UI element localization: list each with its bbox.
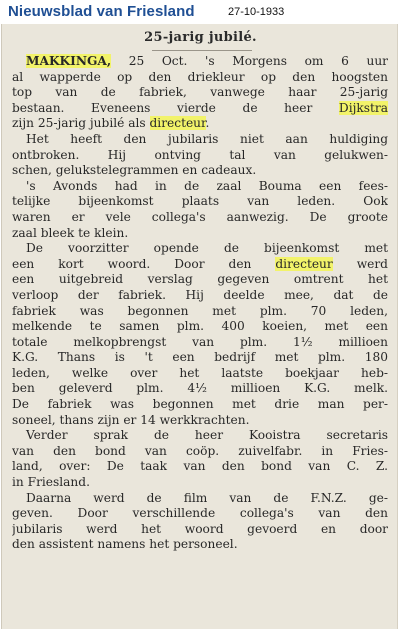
line-text: schen, gelukstelegrammen en cadeaux. [12,163,257,178]
newspaper-name: Nieuwsblad van Friesland [8,3,195,20]
highlighted-term: directeur [275,256,333,271]
line-text: waren er vele collega's aanwezig. De groote [12,209,388,224]
article-line [12,288,388,304]
line-text: leden, welke over het laatste boekjaar heb- [12,365,388,380]
line-text: van den bond van coöp. zuivelfabr. in Fries- [12,443,388,458]
article-line [12,210,388,226]
article-line [12,537,388,553]
article-line [12,70,388,86]
line-text: melkende te samen plm. 400 koeien, met een [12,319,388,334]
article-line [12,491,388,507]
line-text: Verder sprak de heer Kooistra secretaris [26,428,388,443]
article-line [12,179,388,195]
line-text: verloop der fabriek. Hij deelde mee, dat de [12,287,388,302]
line-text: K.G. Thans is 't een bedrijf met plm. 180 [12,350,388,365]
line-text: geven. Door verschillende collega's van den [12,506,388,521]
article-line [12,506,388,522]
line-text: een uitgebreid verslag gegeven omtrent het [12,272,388,287]
line-text: top van de fabriek, vanwege haar 25-jarig [12,85,388,100]
article-line [12,459,388,475]
line-text: De voorzitter opende de bijeenkomst met [26,241,388,256]
line-text: Het heeft den jubilaris niet aan huldiging [26,131,388,146]
line-text: Daarna werd de film van de F.N.Z. ge- [26,490,388,505]
line-text: ontbroken. Hij ontving tal van gelukwen- [12,147,388,162]
line-text: . [205,116,210,131]
clipping-header [0,0,400,24]
line-text: telijke bijeenkomst plaats van leden. Ook [12,194,388,209]
article-line [12,397,388,413]
article-line [12,85,388,101]
article-line [12,272,388,288]
line-text: land, over: De taak van den bond van C. Z. [12,459,388,474]
article-line [12,257,388,273]
line-text: al wapperde op den driekleur op den hoogsten [12,69,388,84]
article-line [12,413,388,429]
line-text: den assistent namens het personeel. [12,537,238,552]
line-text: zijn 25-jarig jubilé als [12,116,150,131]
line-text: in Friesland. [12,475,90,490]
highlighted-term: MAKKINGA, [26,54,112,68]
title-divider [152,50,252,51]
line-text: fabriek was begonnen met plm. 70 leden, [12,303,388,318]
article-line [12,475,388,491]
article-body [12,54,388,553]
highlighted-term: Dijkstra [338,100,388,115]
line-text: werd [332,256,388,271]
article-title: 25-jarig jubilé. [144,30,257,45]
line-text: bestaan. Eveneens vierde de heer [12,100,339,115]
line-text: ben geleverd plm. 4½ millioen K.G. melk. [12,381,388,396]
article-line [12,116,388,132]
line-text: soneel, thans zijn er 14 werkkrachten. [12,412,250,427]
article-line [12,304,388,320]
publication-date: 27-10-1933 [228,6,285,18]
newspaper-clipping [1,24,398,629]
article-line [12,444,388,460]
article-line [12,148,388,164]
article-line [12,241,388,257]
article-line [12,335,388,351]
article-line [12,428,388,444]
line-text: zaal bleek te klein. [12,225,129,240]
article-line [12,319,388,335]
article-line [12,132,388,148]
line-text: De fabriek was begonnen met drie man per- [12,397,388,412]
line-text: een kort woord. Door den [12,256,276,271]
article-line [12,101,388,117]
line-text: 25 Oct. 's Morgens om 6 uur [111,54,388,68]
highlighted-term: directeur [149,116,206,131]
article-line [12,350,388,366]
article-line [12,194,388,210]
article-line [12,381,388,397]
article-line [12,226,388,242]
line-text: 's Avonds had in de zaal Bouma een fees- [26,178,388,193]
article-line [12,54,388,70]
article-line [12,366,388,382]
line-text: totale melkopbrengst van plm. 1½ millioen [12,334,388,349]
article-line [12,522,388,538]
article-line [12,163,388,179]
line-text: jubilaris werd het woord gevoerd en door [12,521,388,536]
